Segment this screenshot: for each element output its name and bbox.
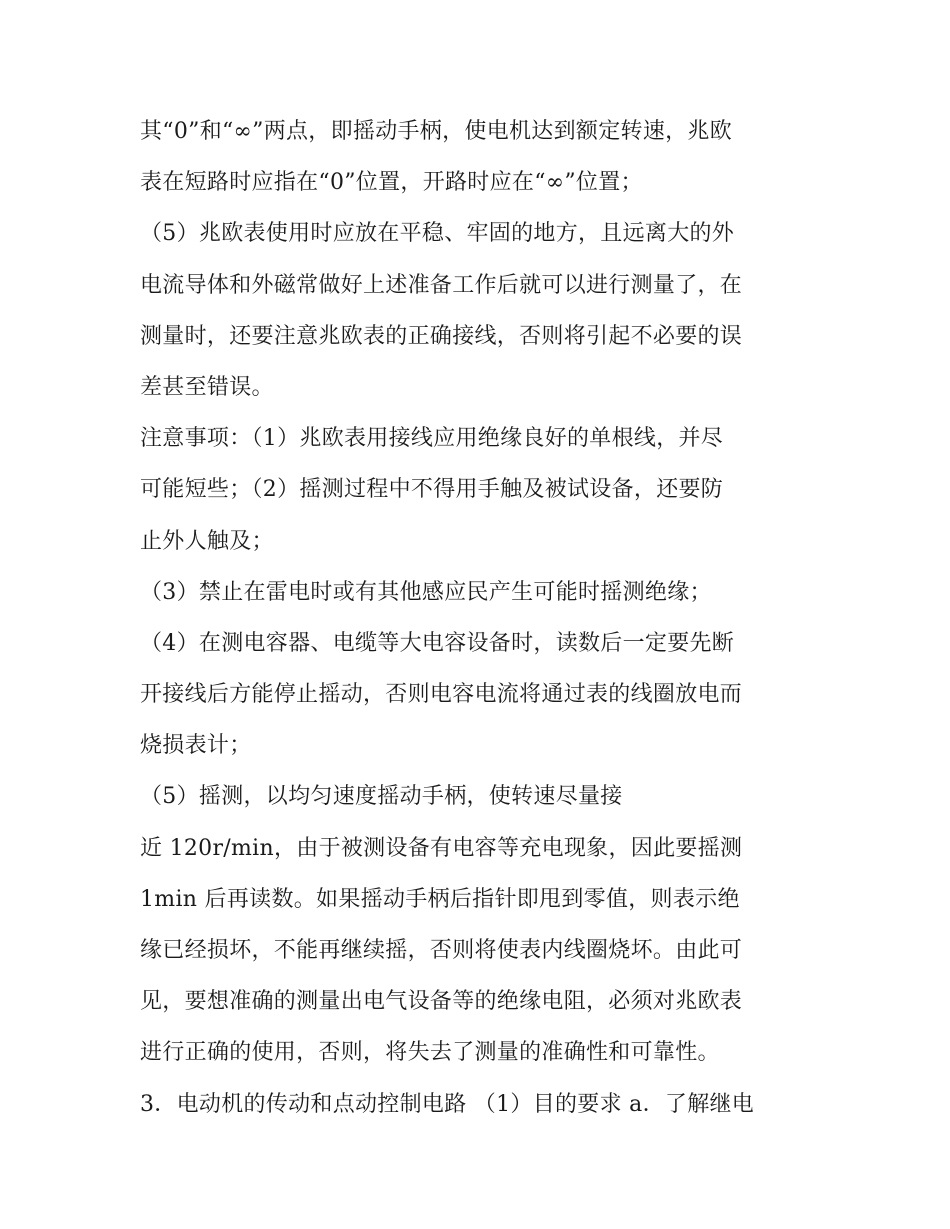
text-line: 注意事项：（1）兆欧表用接线应用绝缘良好的单根线，并尽 (140, 426, 724, 452)
text-line: 见，要想准确的测量出电气设备等的绝缘电阻，必须对兆欧表 (140, 989, 743, 1015)
text-line: 烧损表计； (140, 733, 252, 759)
text-line: 测量时，还要注意兆欧表的正确接线，否则将引起不必要的误 (140, 323, 743, 349)
text-line: 缘已经损坏，不能再继续摇，否则将使表内线圈烧坏。由此可 (140, 938, 743, 963)
text-line: 止外人触及； (140, 528, 274, 554)
text-line: 1min 后再读数。如果摇动手柄后指针即甩到零值，则表示绝 (140, 886, 740, 912)
text-line: （3）禁止在雷电时或有其他感应民产生可能时摇测绝缘； (140, 579, 712, 605)
text-line: （5）摇测，以均匀速度摇动手柄，使转速尽量接 (140, 784, 623, 810)
text-line: 进行正确的使用，否则，将失去了测量的准确性和可靠性。 (140, 1040, 720, 1066)
text-line: 开接线后方能停止摇动，否则电容电流将通过表的线圈放电而 (140, 682, 743, 708)
text-line: 电流导体和外磁常做好上述准备工作后就可以进行测量了，在 (140, 272, 743, 298)
text-line: 其“0”和“∞”两点，即摇动手柄，使电机达到额定转速，兆欧 (140, 119, 733, 144)
text-line: 3．电动机的传动和点动控制电路 （1）目的要求 a．了解继电 (140, 1091, 755, 1117)
text-line: （5）兆欧表使用时应放在平稳、牢固的地方，且远离大的外 (140, 221, 735, 247)
text-line: 表在短路时应指在“0”位置，开路时应在“∞”位置； (140, 170, 643, 196)
text-line: 差甚至错误。 (140, 374, 274, 400)
body-text (140, 106, 820, 1130)
text-line: （4）在测电容器、电缆等大电容设备时，读数后一定要先断 (140, 630, 735, 656)
text-line: 可能短些；（2）摇测过程中不得用手触及被试设备，还要防 (140, 477, 724, 503)
text-line: 近 120r/min，由于被测设备有电容等充电现象，因此要摇测 (140, 835, 743, 861)
